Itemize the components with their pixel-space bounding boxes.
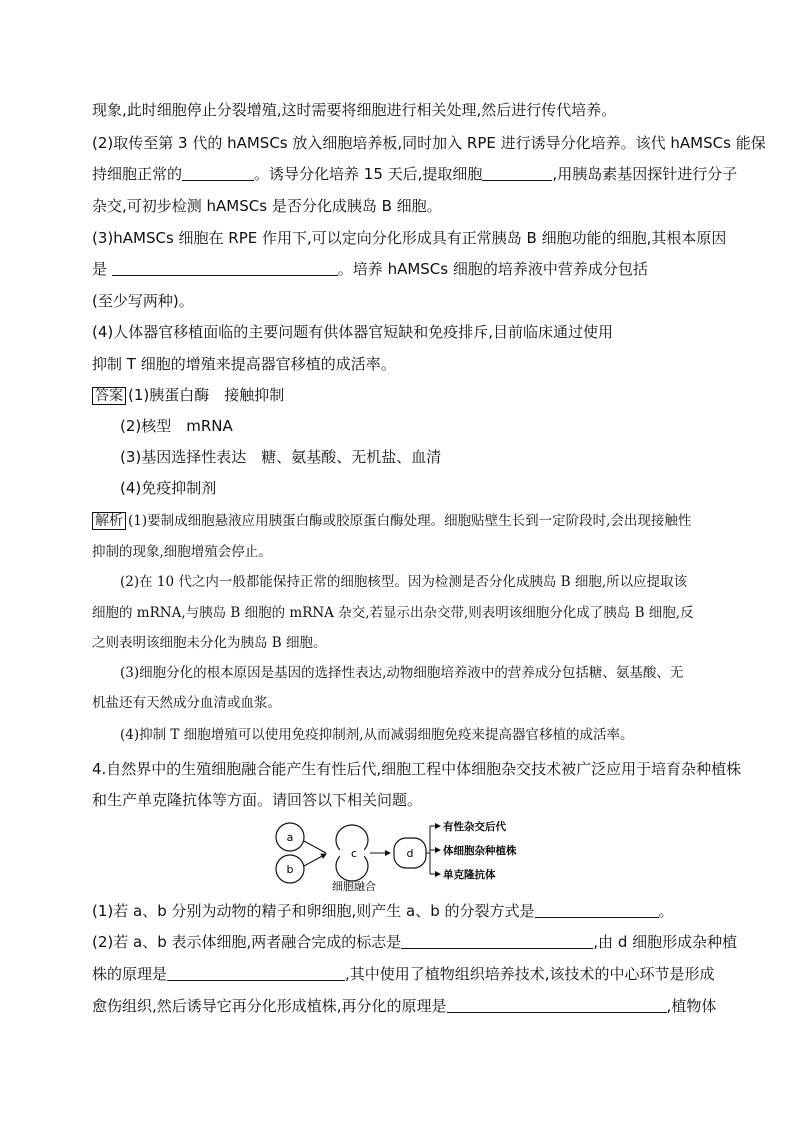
cell-a-label: a bbox=[286, 831, 294, 844]
question-line bbox=[92, 996, 717, 1016]
answer-blank bbox=[535, 902, 659, 918]
answer-line: (4)免疫抑制剂 bbox=[120, 479, 217, 497]
explanation-line: 抑制的现象,细胞增殖会停止。 bbox=[92, 544, 272, 560]
explanation-line bbox=[92, 511, 706, 531]
answer-tag: 答案 bbox=[92, 387, 126, 405]
text-fragment: 。 bbox=[658, 902, 674, 920]
cell-fusion-diagram bbox=[268, 814, 538, 894]
question-line bbox=[92, 901, 706, 921]
question-line bbox=[92, 964, 715, 984]
answer-line bbox=[92, 385, 706, 405]
text-line: (4)人体器官移植面临的主要问题有供体器官短缺和免疫排斥,目前临床通过使用 bbox=[92, 323, 614, 341]
arrow-b bbox=[304, 854, 326, 866]
arrow-a bbox=[304, 841, 326, 853]
text-line: 抑制 T 细胞的增殖来提高器官移植的成活率。 bbox=[92, 355, 396, 373]
text-line: (3)hAMSCs 细胞在 RPE 作用下,可以定向分化形成具有正常胰岛 B 细胞功能的细胞,其根本原因 bbox=[92, 229, 727, 247]
text-fragment: ,由 d 细胞形成杂种植 bbox=[593, 933, 738, 951]
cell-c-label: c bbox=[350, 847, 358, 860]
question-line bbox=[92, 932, 738, 952]
answer-line: (3)基因选择性表达 糖、氨基酸、无机盐、血清 bbox=[120, 448, 442, 466]
text-fragment: 愈伤组织,然后诱导它再分化形成植株,再分化的原理是 bbox=[92, 997, 447, 1015]
explanation-line: (3)细胞分化的根本原因是基因的选择性表达,动物细胞培养液中的营养成分包括糖、氨基酸、无 bbox=[120, 665, 684, 681]
text-fragment: (2)若 a、b 表示体细胞,两者融合完成的标志是 bbox=[92, 933, 402, 951]
text-fragment: 株的原理是 bbox=[92, 965, 168, 983]
text-fragment: (1)若 a、b 分别为动物的精子和卵细胞,则产生 a、b 的分裂方式是 bbox=[92, 902, 535, 920]
answer-line: (2)核型 mRNA bbox=[120, 417, 233, 435]
text-fragment: 持细胞正常的 bbox=[92, 165, 183, 183]
question-line: 和生产单克隆抗体等方面。请回答以下相关问题。 bbox=[92, 791, 423, 809]
answer-blank bbox=[182, 165, 254, 181]
text-line: 现象,此时细胞停止分裂增殖,这时需要将细胞进行相关处理,然后进行传代培养。 bbox=[92, 101, 617, 119]
answer-blank bbox=[401, 933, 593, 949]
explanation-text: (1)要制成细胞悬液应用胰蛋白酶或胶原蛋白酶处理。细胞贴壁生长到一定阶段时,会出现接触性 bbox=[128, 513, 692, 529]
text-fragment: ,用胰岛素基因探针进行分子 bbox=[552, 165, 738, 183]
text-line: 杂交,可初步检测 hAMSCs 是否分化成胰岛 B 细胞。 bbox=[92, 197, 442, 215]
text-line bbox=[92, 164, 738, 184]
text-fragment: 。培养 hAMSCs 细胞的培养液中营养成分包括 bbox=[337, 260, 648, 278]
explanation-line: (2)在 10 代之内一般都能保持正常的细胞核型。因为检测是否分化成胰岛 B 细胞,所以应提取该 bbox=[120, 574, 688, 590]
answer-text: (1)胰蛋白酶 接触抑制 bbox=[128, 386, 285, 404]
text-line: (至少写两种)。 bbox=[92, 292, 194, 310]
text-fragment: ,植物体 bbox=[666, 997, 717, 1015]
text-fragment: 是 bbox=[92, 260, 108, 278]
output-label: 单克隆抗体 bbox=[443, 869, 496, 881]
text-line bbox=[92, 259, 706, 279]
answer-blank bbox=[482, 165, 552, 181]
cell-d-label: d bbox=[406, 847, 414, 860]
text-fragment: 。诱导分化培养 15 天后,提取细胞 bbox=[254, 165, 483, 183]
fusion-label: 细胞融合 bbox=[332, 880, 376, 893]
text-fragment: ,其中使用了植物组织培养技术,该技术的中心环节是形成 bbox=[345, 965, 715, 983]
text-line: (2)取传至第 3 代的 hAMSCs 放入细胞培养板,同时加入 RPE 进行诱导分化培养。该代 hAMSCs 能保 bbox=[92, 134, 766, 152]
explanation-tag: 解析 bbox=[92, 512, 126, 530]
cell-b-label: b bbox=[286, 863, 294, 876]
answer-blank bbox=[447, 997, 667, 1013]
output-label: 体细胞杂种植株 bbox=[443, 845, 517, 857]
answer-blank bbox=[112, 260, 338, 276]
output-label: 有性杂交后代 bbox=[443, 821, 506, 833]
explanation-line: 机盐还有天然成分血清或血浆。 bbox=[92, 695, 281, 711]
answer-blank bbox=[167, 965, 345, 981]
question-line: 4.自然界中的生殖细胞融合能产生有性后代,细胞工程中体细胞杂交技术被广泛应用于培育杂种植株 bbox=[92, 760, 742, 778]
explanation-line: 之则表明该细胞未分化为胰岛 B 细胞。 bbox=[92, 635, 327, 651]
explanation-line: 细胞的 mRNA,与胰岛 B 细胞的 mRNA 杂交,若显示出杂交带,则表明该细胞分化成了胰岛 B 细胞,反 bbox=[92, 605, 694, 621]
explanation-line: (4)抑制 T 细胞增殖可以使用免疫抑制剂,从而减弱细胞免疫来提高器官移植的成活率。 bbox=[120, 727, 634, 743]
